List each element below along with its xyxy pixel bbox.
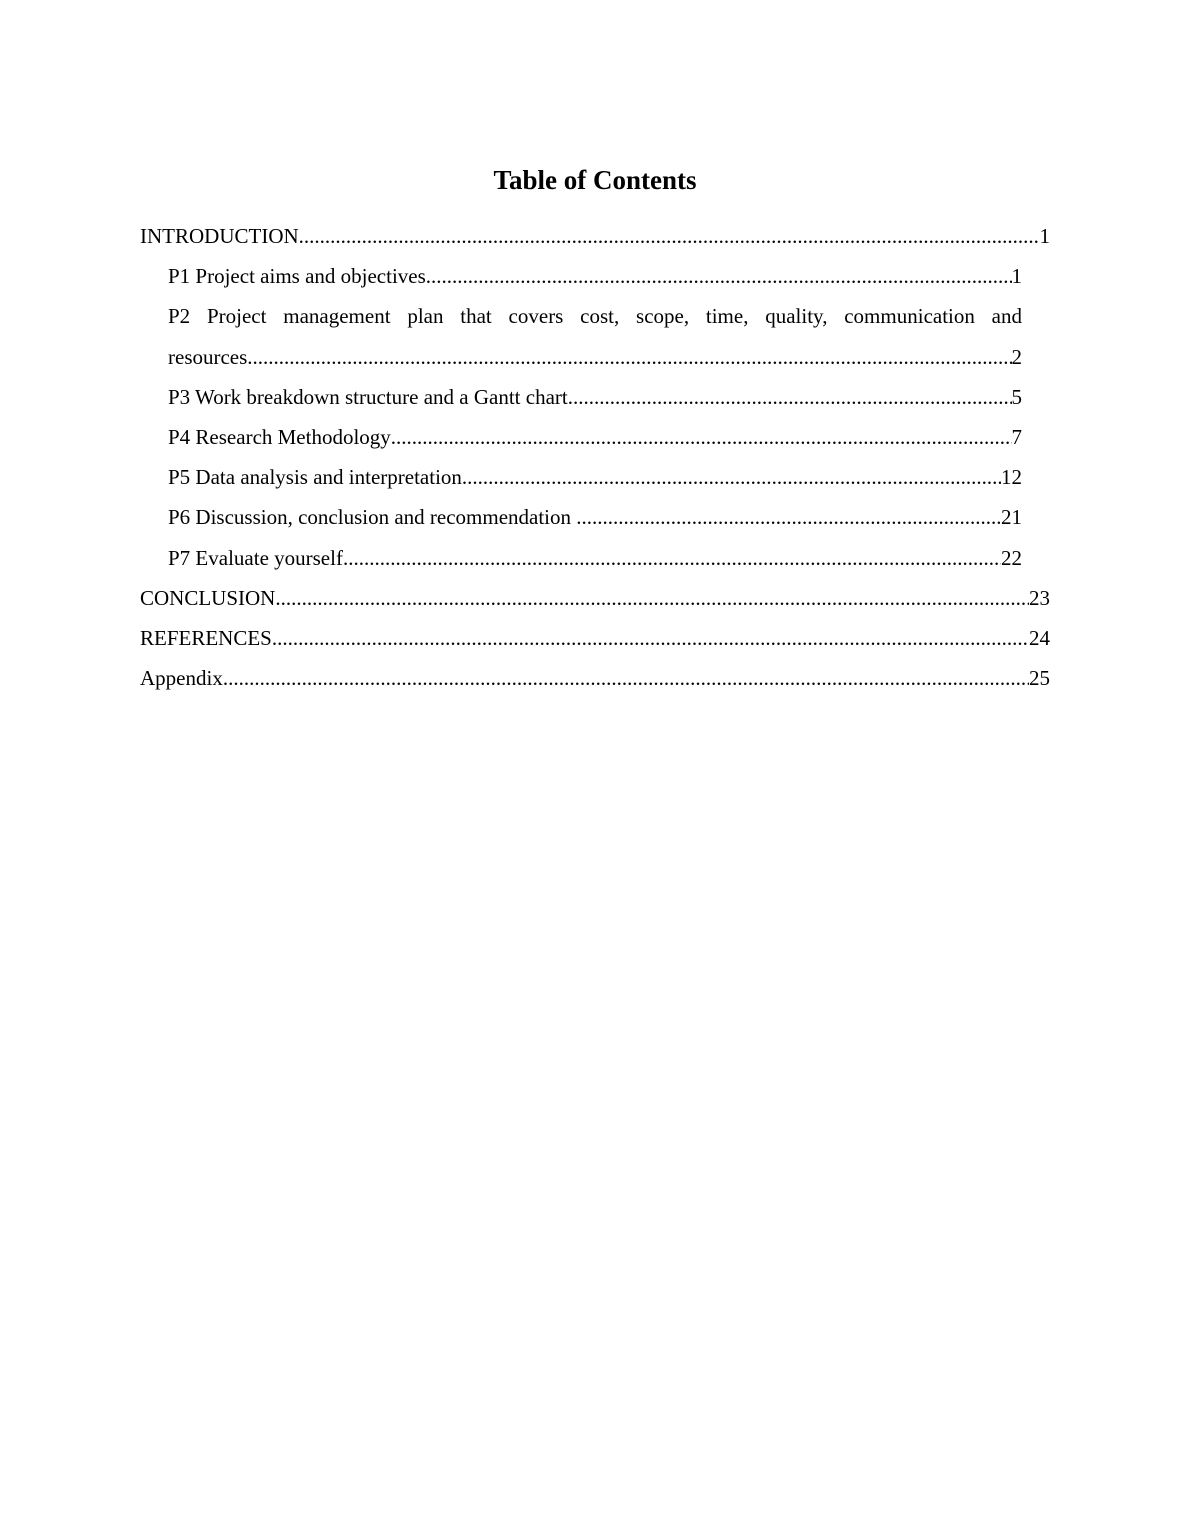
toc-entry-introduction[interactable] — [140, 216, 1050, 256]
toc-dot-leader — [343, 538, 1001, 578]
toc-dot-leader — [391, 417, 1012, 457]
toc-dot-leader — [426, 256, 1012, 296]
toc-entry-label: P1 Project aims and objectives — [168, 264, 426, 289]
page-title: Table of Contents — [493, 165, 697, 195]
toc-dot-leader — [275, 578, 1029, 618]
toc-dot-leader — [568, 377, 1012, 417]
toc-entry-p6[interactable] — [168, 497, 1022, 537]
toc-entry-p3[interactable] — [168, 377, 1022, 417]
toc-entry-p5[interactable] — [168, 457, 1022, 497]
toc-entry-label: P7 Evaluate yourself — [168, 545, 343, 570]
toc-page-number: 5 — [1011, 384, 1022, 409]
toc-page-number: 1 — [1011, 264, 1022, 289]
toc-entry-p2[interactable] — [168, 296, 1022, 376]
toc-entry-label: P3 Work breakdown structure and a Gantt chart — [168, 384, 568, 409]
toc-page-number: 23 — [1029, 585, 1050, 610]
toc-entry-label: P5 Data analysis and interpretation — [168, 465, 462, 490]
toc-entry-references[interactable] — [140, 618, 1050, 658]
toc-page-number: 7 — [1011, 425, 1022, 450]
toc-entry-label: CONCLUSION — [140, 585, 276, 610]
toc-dot-leader — [272, 618, 1029, 658]
toc-entry-label: P4 Research Methodology — [168, 425, 391, 450]
toc-page-number: 1 — [1039, 224, 1050, 248]
toc-page-number: 2 — [1011, 344, 1022, 369]
toc-entry-label-line2: resources — [168, 344, 248, 369]
toc-dot-leader — [462, 457, 1001, 497]
toc-entry-label-continued — [168, 337, 1022, 377]
toc-entry-label: REFERENCES — [140, 626, 272, 651]
toc-entry-label: Appendix — [140, 666, 223, 691]
toc-entry-conclusion[interactable] — [140, 578, 1050, 618]
toc-page-number: 22 — [1001, 545, 1022, 570]
toc-dot-leader — [299, 216, 1040, 256]
toc-dot-leader — [576, 497, 1001, 537]
toc-page-number: 12 — [1001, 465, 1022, 490]
table-of-contents — [140, 216, 1050, 698]
toc-entry-p7[interactable] — [168, 538, 1022, 578]
toc-entry-label: INTRODUCTION — [140, 224, 299, 248]
toc-entry-p1[interactable] — [168, 256, 1022, 296]
toc-dot-leader — [247, 337, 1011, 377]
toc-entry-label: P6 Discussion, conclusion and recommendation — [168, 505, 577, 530]
toc-page-number: 21 — [1001, 505, 1022, 530]
toc-entry-label: P2 Project management plan that covers cost, scope, time, quality, communication and — [168, 304, 1022, 329]
toc-entry-p4[interactable] — [168, 417, 1022, 457]
toc-page-number: 25 — [1029, 666, 1050, 691]
toc-entry-appendix[interactable] — [140, 658, 1050, 698]
toc-page-number: 24 — [1029, 626, 1050, 651]
toc-dot-leader — [223, 658, 1029, 698]
